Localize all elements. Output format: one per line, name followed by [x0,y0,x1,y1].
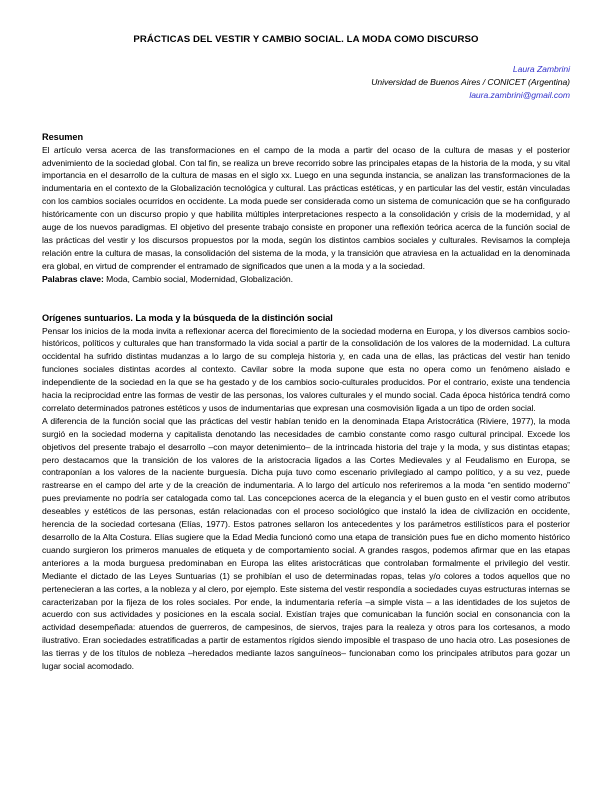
abstract-text: El artículo versa acerca de las transformaciones en el campo de la moda a partir del ocaso de la cultura de masas y el posterior advenimiento de la sociedad global. Con tal fin, se realiza un breve recorrido sobre las principales etapas de la historia de la moda, y su vital importancia en el desarrollo de la cultura de masas en el siglo xx. Luego en una segunda instancia, se analizan las transformaciones de la indumentaria en el contexto de la Globalización tecnológica y cultural. Las prácticas estéticas, y en particular las del vestir, están vinculadas con los cambios sociales ocurridos en occidente. La moda puede ser considerada como un sistema de comunicación que se ha configurado históricamente con un discurso propio y que habilita múltiples interpretaciones respecto a la consolidación y crisis de la modernidad, y al auge de los nuevos paradigmas. El objetivo del presente trabajo consiste en proponer una reflexión teórica acerca de la función social de las prácticas del vestir y los discursos propuestos por la moda, según los distintos cambios sociales y culturales. Revisamos la compleja relación entre la cultura de masas, la consolidación del sistema de la moda, y la transición que atraviesa en la actualidad en la denominada era global, en virtud de comprender el entramado de significados que unen a la moda y a la sociedad. [42,144,570,271]
section-heading: Orígenes suntuarios. La moda y la búsqueda de la distinción social [42,312,333,323]
author-email-link[interactable]: laura.zambrini@gmail.com [469,89,570,100]
keywords-label: Palabras clave: [42,273,104,284]
body-section [42,312,570,673]
author-affiliation: Universidad de Buenos Aires / CONICET (Argentina) [371,76,570,87]
keywords-value: Moda, Cambio social, Modernidad, Globalización. [103,273,293,284]
author-block [42,63,570,102]
page-title: PRÁCTICAS DEL VESTIR Y CAMBIO SOCIAL. LA MODA COMO DISCURSO [133,34,479,45]
abstract-heading: Resumen [42,131,84,142]
author-name: Laura Zambrini [512,64,570,74]
section-paragraph-1: Pensar los inicios de la moda invita a reflexionar acerca del florecimiento de la sociedad moderna en Europa, y los diversos cambios socio-históricos, políticos y culturales que han transformado la vida social a partir de la consolidación de los valores de la modernidad. La cultura occidental ha sufrido distintas mudanzas a lo largo de su compleja historia y, en cada una de ellas, las prácticas del vestir han tenido funciones sociales distintas acordes al contexto. Cavilar sobre la moda supone que esta no opera como un fenómeno aislado e independiente de la sociedad en la que se ha gestado y de los cambios socio-culturales producidos. Por el contrario, existe una tendencia hacia la reciprocidad entre las formas de vestir de las personas, los valores culturales y el mundo social. Cada época histórica tendrá como correlato determinados patrones estéticos y usos de indumentarias que expresan una cosmovisión ligada a un tipo de orden social. [42,325,570,413]
keywords-line [42,273,570,286]
abstract-section [42,131,570,273]
section-paragraph-2: A diferencia de la función social que las prácticas del vestir habían tenido en la denominada Etapa Aristocrática (Riviere, 1977), la moda surgió en la sociedad moderna y capitalista denotando las necesidades de cambio constante como rasgo cultural principal. Excede los objetivos del presente trabajo el desarrollo –con mayor detenimiento– de la intrincada historia del traje y la moda, y sus distintas etapas; pero destacamos que la transición de los valores de la aristocracia ligados a las Cortes Medievales y al Feudalismo en Europa, se contraponían a los valores de la naciente burguesía. Dicha puja tuvo como escenario privilegiado al campo político, y a su vez, puede rastrearse en el campo del arte y de la creación de indumentaria. A lo largo del artículo nos referiremos a la moda “en sentido moderno” pues previamente no podría ser catalogada como tal. Las concepciones acerca de la elegancia y el buen gusto en el vestir como atributos deseables y estéticos de las personas, están relacionadas con el proceso sociológico que instaló la idea de civilización en occidente, herencia de la sociedad cortesana (Elías, 1977). Estos patrones sellaron los antecedentes y los parámetros estilísticos para el posterior desarrollo de la Alta Costura. Elías sugiere que la Edad Media funcionó como una etapa de transición pues fue en dicho momento histórico cuando surgieron los primeros manuales de etiqueta y de comportamiento social. A grandes rasgos, podemos afirmar que en las etapas anteriores a la moda burguesa predominaban en Europa las elites aristocráticas que controlaban formalmente el privilegio del vestir. Mediante el dictado de las Leyes Suntuarias (1) se prohibían el uso de determinadas ropas, telas y/o colores a todos aquellos que no pertenecieran a las cortes, a la nobleza y al clero, por ejemplo. Este sistema del vestir respondía a sociedades cuyas estructuras internas se caracterizaban por la fijeza de los roles sociales. Por ende, la indumentaria refería –a simple vista – a las identidades de los sujetos de acuerdo con sus actividades y posiciones en la escala social. Existían trajes que comunicaban la función social en consonancia con la actividad desempeñada: atuendos de guerreros, de campesinos, de siervos, trajes para la realeza y otros para los cortesanos, a modo ilustrativo. Eran sociedades estratificadas a partir de estamentos rígidos siendo imposible el traspaso de uno hacia otro. Las posesiones de las tierras y de los títulos de nobleza –heredados mediante lazos sanguíneos– funcionaban como los principales atributos para gozar un lugar social acomodado. [42,415,570,672]
